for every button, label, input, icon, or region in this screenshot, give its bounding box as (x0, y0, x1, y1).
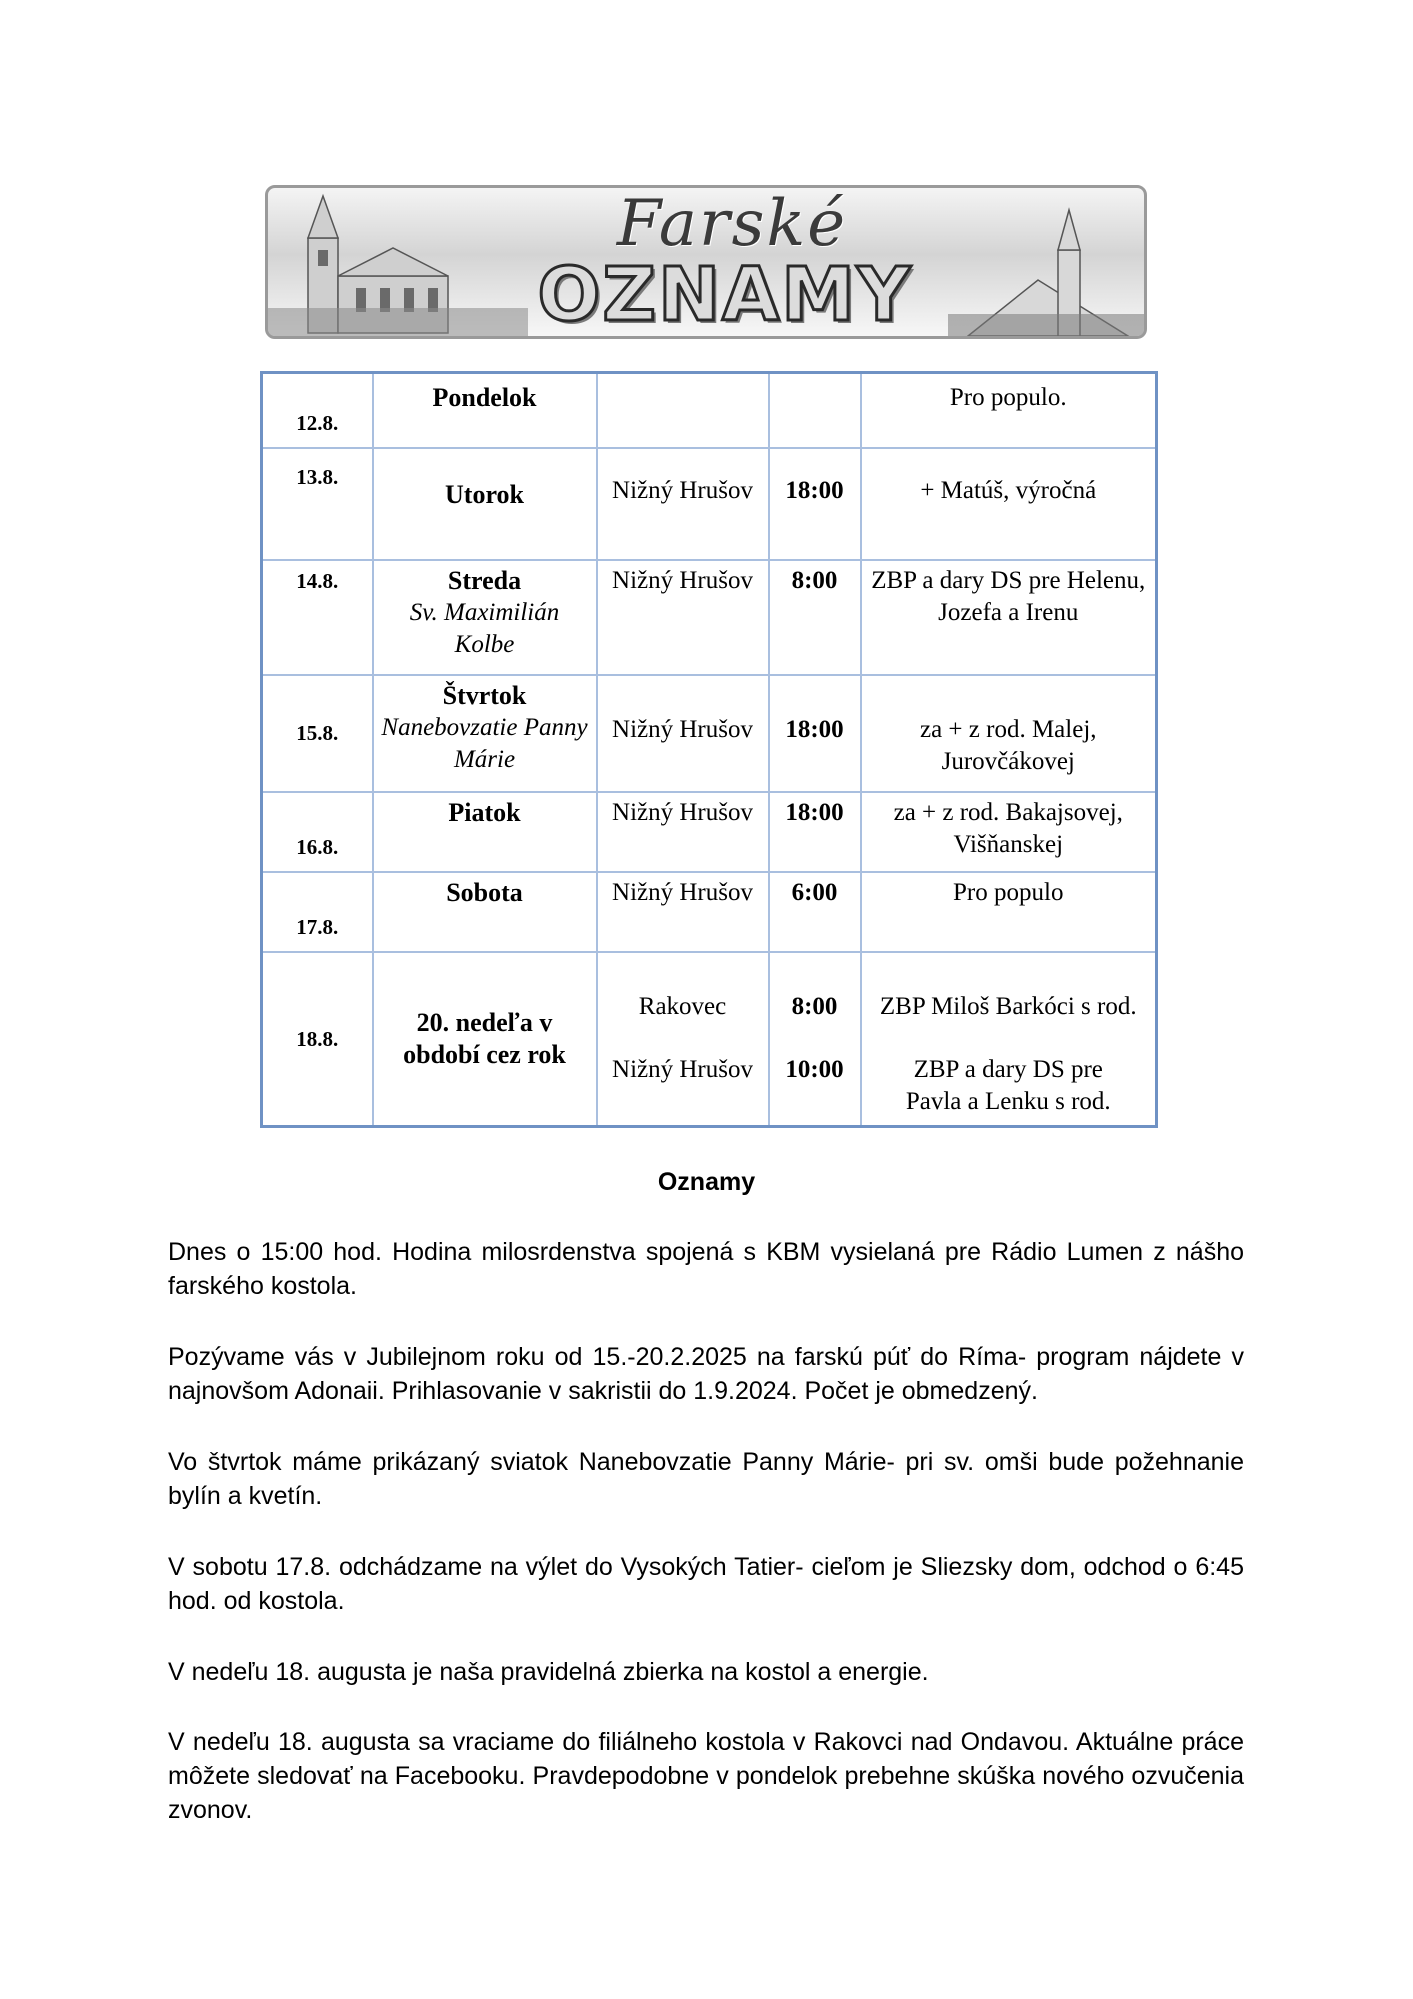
day-name: Utorok (445, 479, 524, 509)
place-cell (597, 373, 769, 448)
table-row (262, 448, 1157, 560)
place-name: Rakovec (638, 992, 727, 1020)
feast-name: Sv. Maximilián Kolbe (409, 598, 560, 658)
announcement-paragraph: Pozývame vás v Jubilejnom roku od 15.-20.2.2025 na farskú púť do Ríma- program nájdete v najnovšom Adonaii. Prihlasovanie v sakristii do 1.9.2024. Počet je obmedzený. (168, 1343, 1244, 1405)
intention-cell: za + z rod. Malej, Jurovčákovej (861, 675, 1157, 792)
announcement-paragraph: Dnes o 15:00 hod. Hodina milosrdenstva spojená s KBM vysielaná pre Rádio Lumen z nášho farského kostola. (168, 1238, 1244, 1300)
intention-cell: Pro populo (861, 872, 1157, 952)
day-cell (373, 675, 597, 792)
announcement-paragraph: V nedeľu 18. augusta sa vraciame do filiálneho kostola v Rakovci nad Ondavou. Aktuálne práce môžete sledovať na Facebooku. Pravdepodobne v pondelok prebehne skúška nového ozvučenia zvonov. (168, 1728, 1244, 1824)
announcement-paragraph: V nedeľu 18. augusta je naša pravidelná zbierka na kostol a energie. (168, 1658, 929, 1686)
announcement-paragraph: Vo štvrtok máme prikázaný sviatok Nanebovzatie Panny Márie- pri sv. omši bude požehnanie bylín a kvetín. (168, 1448, 1244, 1510)
place-cell: Nižný Hrušov (597, 448, 769, 560)
time-value: 8:00 (791, 992, 838, 1020)
feast-name: Nanebovzatie Panny Márie (381, 713, 588, 773)
intention-cell (861, 952, 1157, 1127)
time-cell: 18:00 (769, 675, 861, 792)
mass-schedule-table (260, 371, 1158, 1128)
table-row (262, 675, 1157, 792)
intention-cell: za + z rod. Bakajsovej, Višňanskej (861, 792, 1157, 872)
intention-cell: Pro populo. (861, 373, 1157, 448)
intention-text: ZBP a dary DS pre Pavla a Lenku s rod. (905, 1055, 1111, 1115)
day-name: Sobota (446, 877, 523, 907)
day-name: Piatok (448, 797, 521, 827)
header-banner (265, 185, 1147, 339)
intention-cell: + Matúš, výročná (861, 448, 1157, 560)
place-cell: Nižný Hrušov (597, 872, 769, 952)
date-cell: 13.8. (262, 448, 373, 560)
table-row (262, 792, 1157, 872)
intention-cell: ZBP a dary DS pre Helenu, Jozefa a Irenu (861, 560, 1157, 675)
table-row (262, 560, 1157, 675)
place-name: Nižný Hrušov (612, 1055, 753, 1083)
announcement-paragraph: V sobotu 17.8. odchádzame na výlet do Vysokých Tatier- cieľom je Sliezsky dom, odchod o 6:45 hod. od kostola. (168, 1553, 1244, 1615)
place-cell: Nižný Hrušov (597, 560, 769, 675)
table-row (262, 952, 1157, 1127)
day-cell (373, 373, 597, 448)
date-cell: 15.8. (262, 675, 373, 792)
table-row (262, 373, 1157, 448)
date-cell: 17.8. (262, 872, 373, 952)
time-cell (769, 373, 861, 448)
day-cell (373, 448, 597, 560)
time-cell: 18:00 (769, 792, 861, 872)
table-row (262, 872, 1157, 952)
place-cell: Nižný Hrušov (597, 675, 769, 792)
time-value: 10:00 (785, 1055, 844, 1083)
day-cell (373, 792, 597, 872)
banner-title-farske: Farské (616, 187, 848, 261)
date-cell: 16.8. (262, 792, 373, 872)
time-cell: 8:00 (769, 560, 861, 675)
date-cell: 18.8. (262, 952, 373, 1127)
date-cell: 14.8. (262, 560, 373, 675)
day-name: 20. nedeľa v období cez rok (403, 1007, 566, 1069)
date-cell: 12.8. (262, 373, 373, 448)
day-cell (373, 872, 597, 952)
day-cell (373, 560, 597, 675)
day-name: Streda (447, 565, 522, 595)
banner-title-oznamy: OZNAMY (537, 252, 913, 338)
time-cell: 18:00 (769, 448, 861, 560)
announcements-title: Oznamy (657, 1168, 756, 1196)
day-cell (373, 952, 597, 1127)
place-cell: Nižný Hrušov (597, 792, 769, 872)
intention-text: ZBP Miloš Barkóci s rod. (879, 992, 1137, 1020)
day-name: Pondelok (432, 383, 537, 412)
day-name: Štvrtok (442, 680, 527, 710)
time-cell (769, 952, 861, 1127)
place-cell (597, 952, 769, 1127)
time-cell: 6:00 (769, 872, 861, 952)
